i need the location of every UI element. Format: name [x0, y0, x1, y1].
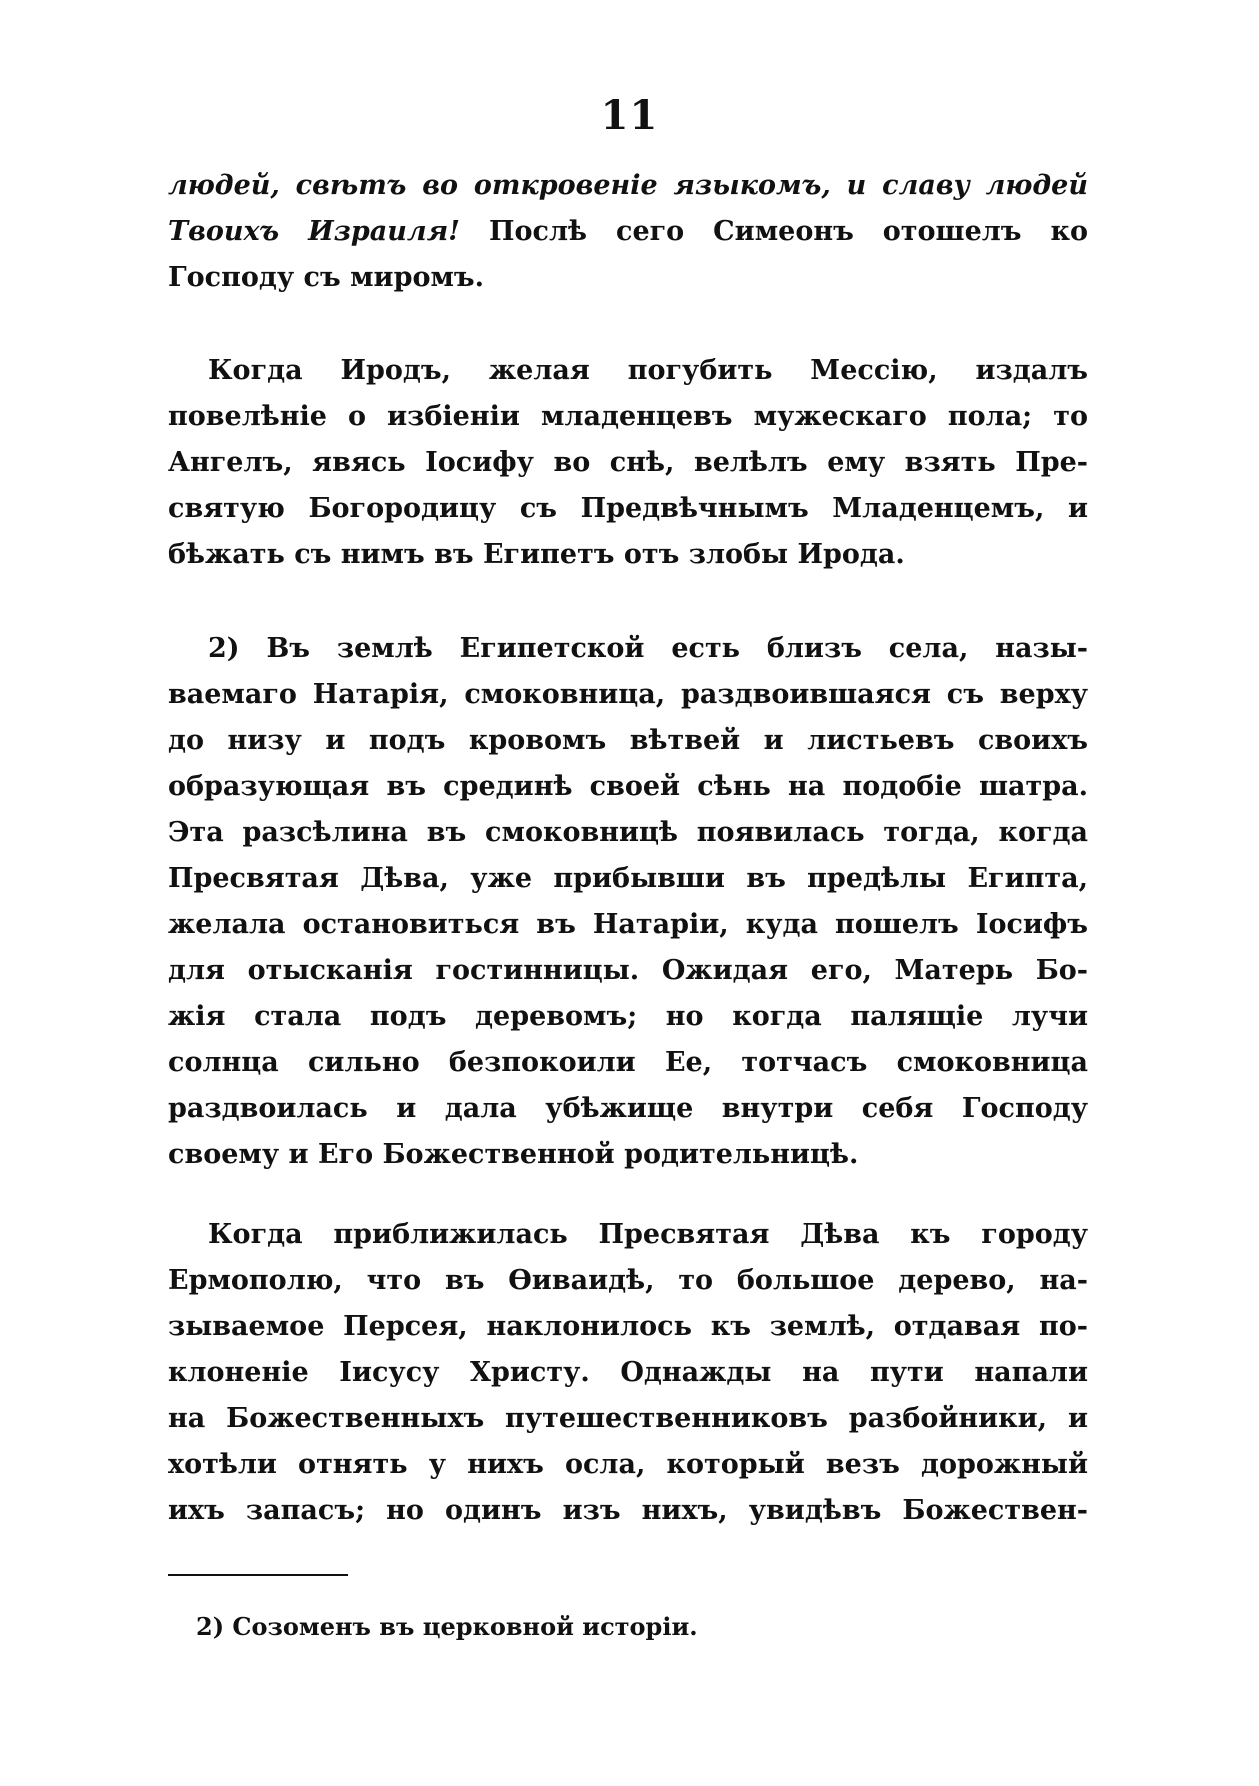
text-line: до низу и подъ кровомъ вѣтвей и листьевъ своихъ — [168, 725, 1088, 756]
quote-italic: людей, свѣтъ во откровеніе языкомъ, и славу людей — [168, 170, 1088, 201]
text-line: бѣжать съ нимъ въ Египетъ отъ злобы Ирода. — [168, 539, 905, 570]
text-line: клоненіе Іисусу Христу. Однажды на пути напали — [168, 1357, 1088, 1388]
paragraph-4 — [168, 1212, 1088, 1534]
text-line — [168, 163, 1088, 209]
text-line: Твоихъ Израиля! Послѣ сего Симеонъ отошелъ ко — [168, 216, 1088, 247]
text-line: 2) Въ землѣ Египетской есть близъ села, назы- — [208, 633, 1088, 664]
text-line: Когда Иродъ, желая погубить Мессію, издалъ — [208, 355, 1088, 386]
text-line: ваемаго Натарія, смоковница, раздвоившаяся съ верху — [168, 679, 1088, 710]
text-line: раздвоилась и дала убѣжище внутри себя Господу — [168, 1093, 1088, 1124]
text-line: хотѣли отнять у нихъ осла, который везъ дорожный — [168, 1449, 1088, 1480]
text-line: Когда приближилась Пресвятая Дѣва къ городу — [208, 1219, 1088, 1250]
footnote: 2) Созоменъ въ церковной исторіи. — [196, 1612, 698, 1641]
text-line: повелѣніе о избіеніи младенцевъ мужескаго пола; то — [168, 401, 1088, 432]
text-line: Пресвятая Дѣва, уже прибывши въ предѣлы Египта, — [168, 863, 1088, 894]
page-number: 11 — [600, 92, 659, 139]
text-line: святую Богородицу съ Предвѣчнымъ Младенцемъ, и — [168, 493, 1088, 524]
quote-italic: Твоихъ Израиля! — [168, 216, 461, 247]
text-line: Ангелъ, явясь Іосифу во снѣ, велѣлъ ему взять Пре- — [168, 447, 1088, 478]
paragraph-1 — [168, 163, 1088, 301]
paragraph-3 — [168, 626, 1088, 1178]
text-line: своему и Его Божественной родительницѣ. — [168, 1139, 859, 1170]
text-line: Господу съ миромъ. — [168, 262, 485, 293]
text-line: Эта разсѣлина въ смоковницѣ появилась тогда, когда — [168, 817, 1088, 848]
text-line: образующая въ срединѣ своей сѣнь на подобіе шатра. — [168, 771, 1088, 802]
text-line: желала остановиться въ Натаріи, куда пошелъ Іосифъ — [168, 909, 1088, 940]
text-line: на Божественныхъ путешественниковъ разбойники, и — [168, 1403, 1088, 1434]
text-line: зываемое Персея, наклонилось къ землѣ, отдавая по- — [168, 1311, 1088, 1342]
text-line: Ермополю, что въ Ѳиваидѣ, то большое дерево, на- — [168, 1265, 1088, 1296]
footnote-divider — [168, 1574, 348, 1576]
text-line: жія стала подъ деревомъ; но когда палящіе лучи — [168, 1001, 1088, 1032]
text-line: для отысканія гостинницы. Ожидая его, Матерь Бо- — [168, 955, 1088, 986]
paragraph-2 — [168, 348, 1088, 578]
text-line: ихъ запасъ; но одинъ изъ нихъ, увидѣвъ Божествен- — [168, 1495, 1088, 1526]
text-line: солнца сильно безпокоили Ее, тотчасъ смоковница — [168, 1047, 1088, 1078]
